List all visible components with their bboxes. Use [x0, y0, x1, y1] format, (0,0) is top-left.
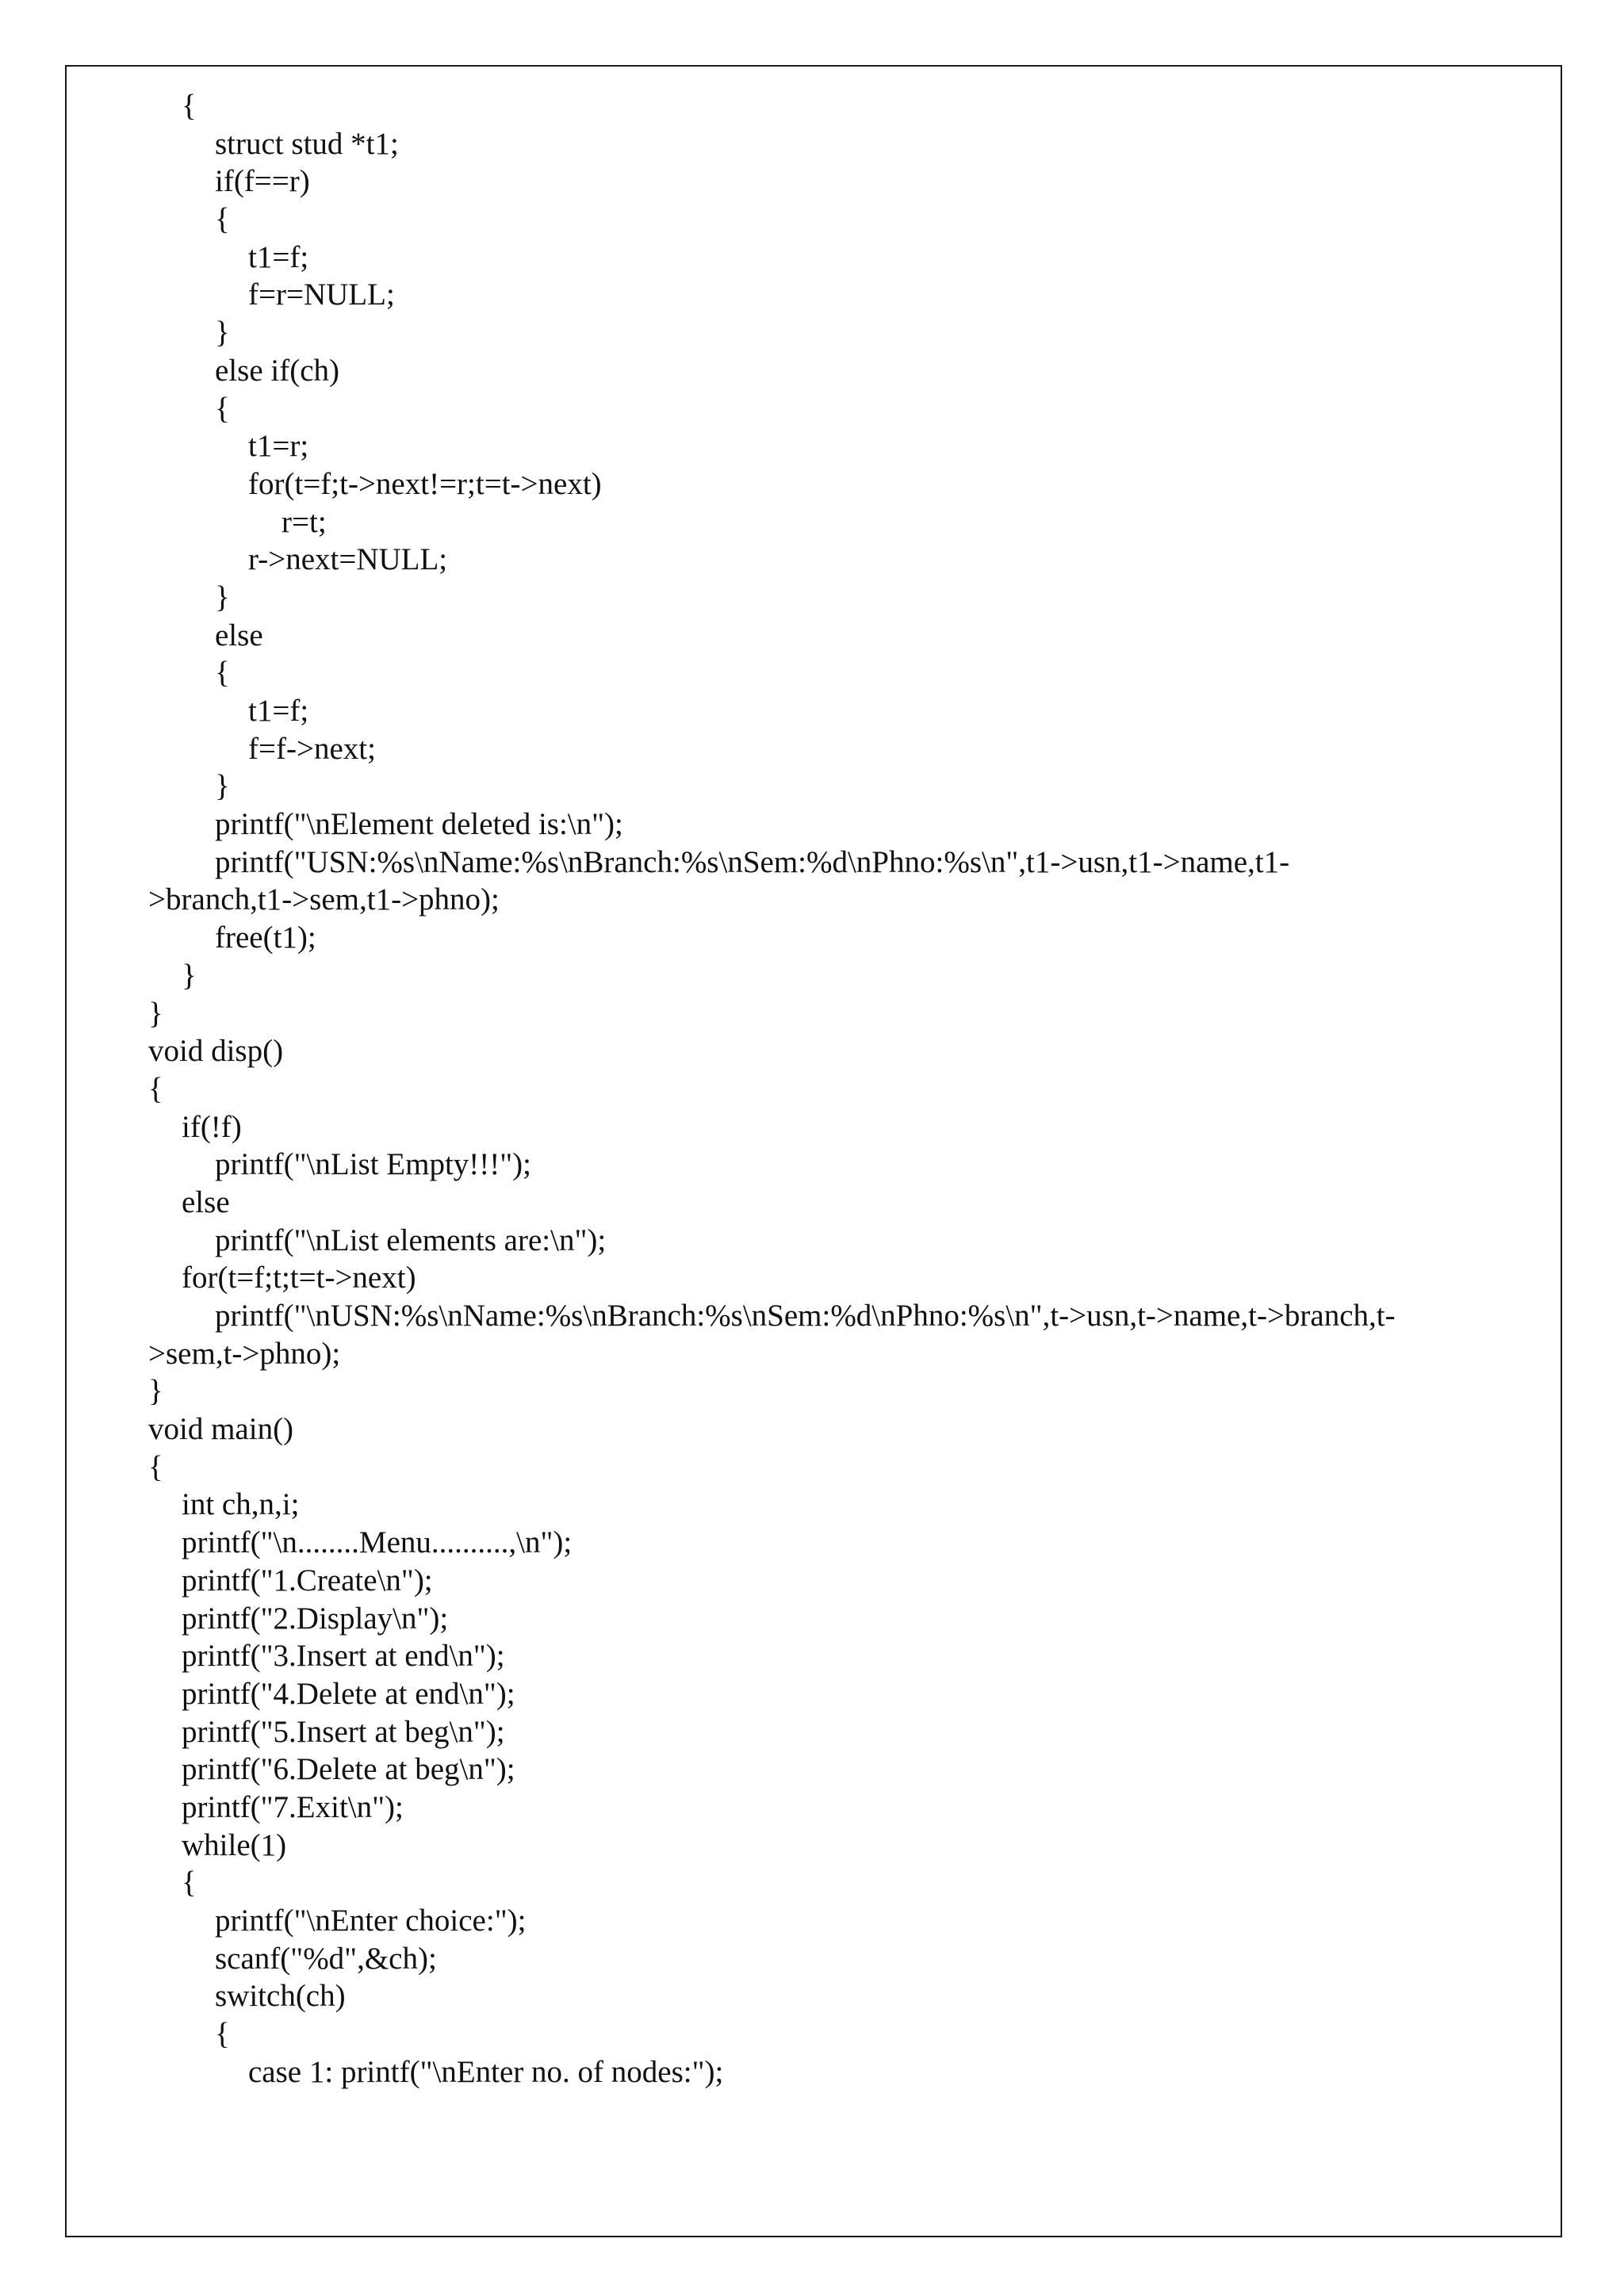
code-line: printf("2.Display\n");: [182, 1601, 449, 1636]
code-line: printf("\nEnter choice:");: [215, 1904, 527, 1938]
code-line: }: [148, 996, 163, 1031]
code-line: {: [148, 1449, 163, 1484]
code-line: {: [182, 1866, 197, 1900]
code-line: f=r=NULL;: [248, 277, 395, 312]
code-line: {: [182, 89, 197, 123]
code-line: if(f==r): [215, 164, 310, 199]
code-line: {: [215, 391, 230, 426]
code-line: printf("\nList elements are:\n");: [215, 1223, 607, 1257]
code-line: free(t1);: [215, 920, 316, 955]
code-line: if(!f): [182, 1109, 242, 1144]
code-line: printf("1.Create\n");: [182, 1563, 433, 1598]
code-line: {: [215, 202, 230, 237]
code-line: printf("6.Delete at beg\n");: [182, 1752, 515, 1787]
code-line: printf("4.Delete at end\n");: [182, 1676, 515, 1711]
code-line: printf("\nElement deleted is:\n");: [215, 807, 623, 842]
code-line: else: [182, 1184, 230, 1219]
code-line: int ch,n,i;: [182, 1487, 300, 1522]
code-line: struct stud *t1;: [215, 126, 399, 161]
code-line: printf("\n........Menu..........,\n");: [182, 1525, 573, 1560]
code-line: r=t;: [282, 504, 327, 539]
code-line: else if(ch): [215, 353, 339, 388]
code-line: printf("7.Exit\n");: [182, 1789, 404, 1824]
code-line: for(t=f;t->next!=r;t=t->next): [248, 466, 602, 501]
code-line: printf("\nList Empty!!!");: [215, 1147, 532, 1182]
code-line: void disp(): [148, 1034, 284, 1069]
code-line: }: [182, 958, 197, 993]
code-listing: [148, 87, 1544, 2091]
code-line: }: [215, 580, 230, 614]
code-line: >sem,t->phno);: [148, 1336, 341, 1371]
code-line: >branch,t1->sem,t1->phno);: [148, 882, 500, 917]
code-line: case 1: printf("\nEnter no. of nodes:");: [248, 2054, 724, 2089]
code-line: {: [215, 2017, 230, 2052]
code-line: printf("5.Insert at beg\n");: [182, 1714, 505, 1749]
code-line: for(t=f;t;t=t->next): [182, 1261, 416, 1295]
code-line: printf("USN:%s\nName:%s\nBranch:%s\nSem:%d\nPhno:%s\n",t1->usn,t1->name,t1-: [215, 844, 1290, 879]
code-line: t1=f;: [248, 239, 309, 274]
code-line: {: [215, 656, 230, 691]
code-line: {: [148, 1071, 163, 1106]
code-line: while(1): [182, 1827, 287, 1862]
code-line: void main(): [148, 1412, 294, 1447]
code-line: }: [215, 316, 230, 350]
code-line: }: [148, 1374, 163, 1409]
code-line: }: [215, 769, 230, 804]
code-line: printf("3.Insert at end\n");: [182, 1639, 505, 1674]
code-line: printf("\nUSN:%s\nName:%s\nBranch:%s\nSem:%d\nPhno:%s\n",t->usn,t->name,t->branch,t-: [215, 1299, 1396, 1333]
code-line: switch(ch): [215, 1979, 346, 2014]
code-line: t1=r;: [248, 429, 309, 464]
code-line: t1=f;: [248, 694, 309, 728]
code-line: f=f->next;: [248, 731, 376, 766]
code-line: r->next=NULL;: [248, 542, 448, 577]
code-line: else: [215, 618, 263, 652]
code-line: scanf("%d",&ch);: [215, 1941, 437, 1976]
